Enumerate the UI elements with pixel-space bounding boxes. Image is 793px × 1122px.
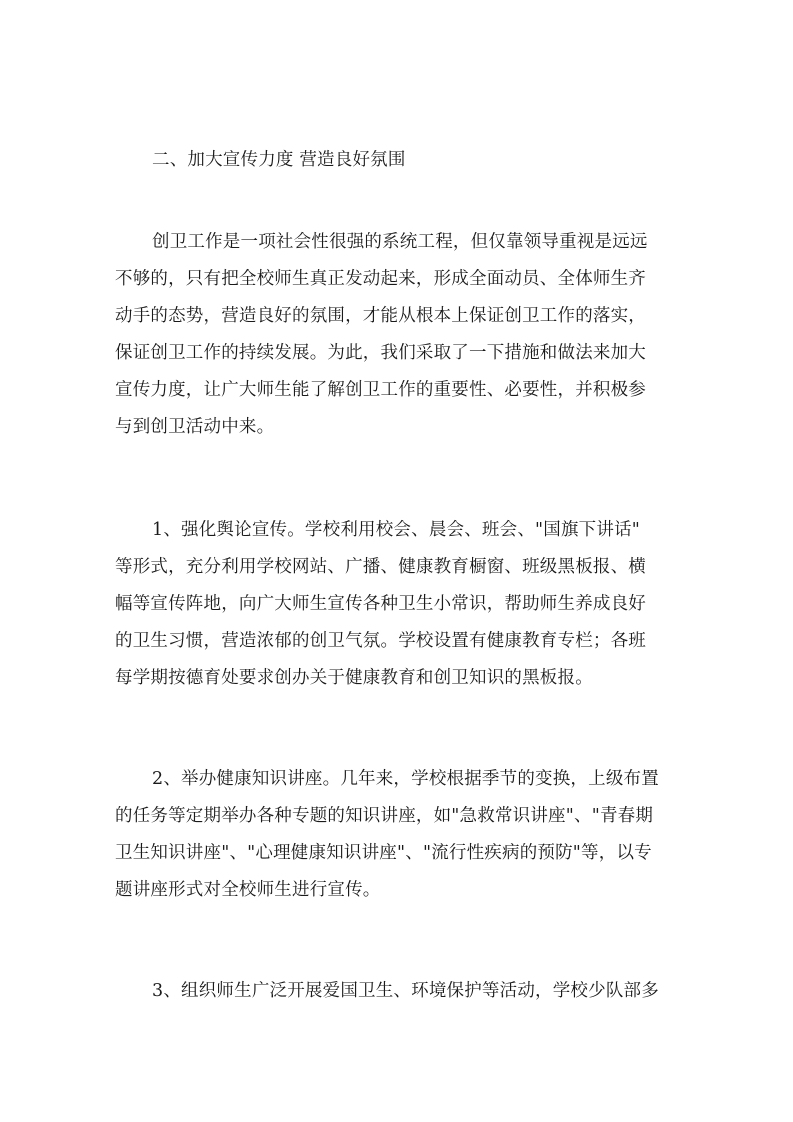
paragraph-1-line-3: 动手的态势，营造良好的氛围，才能从根本上保证创卫工作的落实， [115, 306, 646, 326]
paragraph-1-line-1: 创卫工作是一项社会性很强的系统工程，但仅靠领导重视是远远 [152, 232, 648, 252]
paragraph-1-line-6: 与到创卫活动中来。 [115, 417, 275, 437]
section-heading: 二、加大宣传力度 营造良好氛围 [152, 150, 406, 170]
paragraph-3-line-2: 的任务等定期举办各种专题的知识讲座，如"急救常识讲座"、"青春期 [115, 806, 654, 826]
paragraph-2-line-3: 幅等宣传阵地，向广大师生宣传各种卫生小常识，帮助师生养成良好 [115, 594, 646, 614]
paragraph-1-line-2: 不够的，只有把全校师生真正发动起来，形成全面动员、全体师生齐 [115, 269, 646, 289]
paragraph-2-line-2: 等形式，充分利用学校网站、广播、健康教育橱窗、班级黑板报、横 [115, 557, 646, 577]
paragraph-1-line-5: 宣传力度，让广大师生能了解创卫工作的重要性、必要性，并积极参 [115, 380, 646, 400]
paragraph-2-line-1: 1、强化舆论宣传。学校利用校会、晨会、班会、"国旗下讲话" [152, 520, 641, 540]
paragraph-4-line-1: 3、组织师生广泛开展爱国卫生、环境保护等活动，学校少队部多 [152, 981, 659, 1001]
paragraph-3-line-1: 2、举办健康知识讲座。几年来，学校根据季节的变换，上级布置 [152, 769, 659, 789]
paragraph-1-line-4: 保证创卫工作的持续发展。为此，我们采取了一下措施和做法来加大 [115, 343, 646, 363]
paragraph-3-line-4: 题讲座形式对全校师生进行宣传。 [115, 880, 381, 900]
paragraph-2-line-4: 的卫生习惯，营造浓郁的创卫气氛。学校设置有健康教育专栏；各班 [115, 631, 646, 651]
paragraph-2-line-5: 每学期按德育处要求创办关于健康教育和创卫知识的黑板报。 [115, 668, 593, 688]
paragraph-3-line-3: 卫生知识讲座"、"心理健康知识讲座"、"流行性疾病的预防"等，以专 [115, 843, 652, 863]
